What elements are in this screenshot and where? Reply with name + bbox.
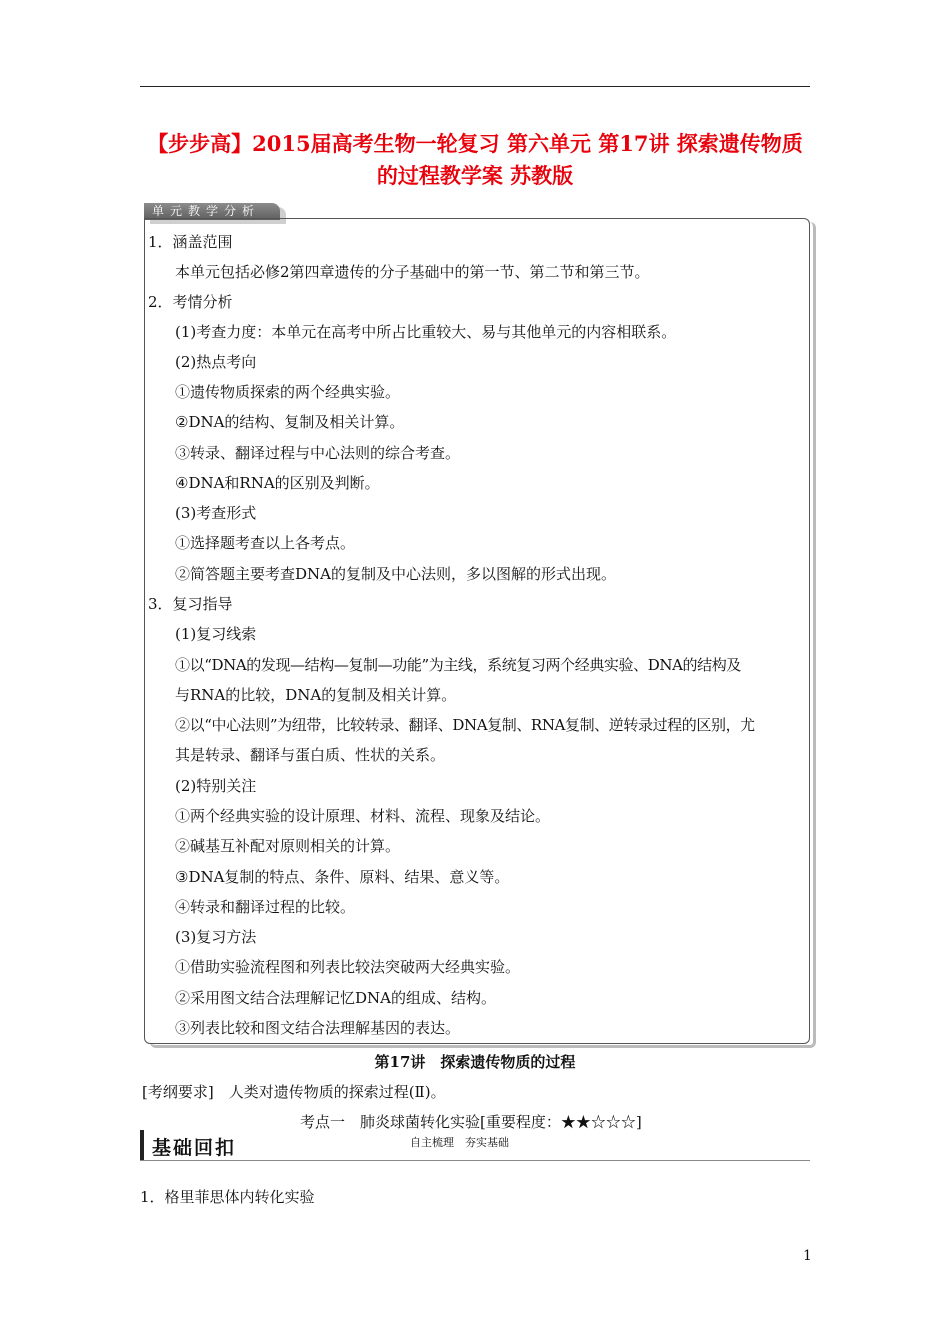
- page-number: 1: [803, 1248, 812, 1264]
- content-line: 其是转录、翻译与蛋白质、性状的关系。: [175, 746, 446, 764]
- section-heading: 2．考情分析: [148, 293, 233, 311]
- content-line: ①选择题考查以上各考点。: [175, 534, 356, 552]
- content-line: ③DNA复制的特点、条件、原料、结果、意义等。: [175, 868, 510, 886]
- content-line: (1)考查力度：本单元在高考中所占比重较大、易与其他单元的内容相联系。: [175, 323, 677, 341]
- content-line: ②以“中心法则”为纽带，比较转录、翻译、DNA复制、RNA复制、逆转录过程的区别，尤: [175, 716, 755, 734]
- content-line: (2)特别关注: [175, 777, 257, 795]
- content-line: ①遗传物质探索的两个经典实验。: [175, 383, 401, 401]
- content-line: ②简答题主要考查DNA的复制及中心法则，多以图解的形式出现。: [175, 565, 616, 583]
- section-heading: 3．复习指导: [148, 595, 233, 613]
- content-line: 与RNA的比较，DNA的复制及相关计算。: [175, 686, 457, 704]
- content-line: (3)复习方法: [175, 928, 257, 946]
- content-line: ④转录和翻译过程的比较。: [175, 898, 356, 916]
- content-line: ③列表比较和图文结合法理解基因的表达。: [175, 1019, 461, 1037]
- content-line: ②碱基互补配对原则相关的计算。: [175, 837, 401, 855]
- header-rule: [140, 86, 810, 87]
- basic-review-subtitle: 自主梳理 夯实基础: [410, 1136, 509, 1149]
- document-title: 【步步高】2015届高考生物一轮复习 第六单元 第17讲 探索遗传物质的过程教学案 苏教版: [147, 131, 803, 188]
- content-line: (2)热点考向: [175, 353, 257, 371]
- lecture-title: 第17讲 探索遗传物质的过程: [374, 1053, 576, 1071]
- content-line: ①两个经典实验的设计原理、材料、流程、现象及结论。: [175, 807, 551, 825]
- section-marker-bar: [140, 1130, 144, 1160]
- basic-review-rule: [140, 1160, 810, 1161]
- content-line: ③转录、翻译过程与中心法则的综合考查。: [175, 444, 461, 462]
- content-line: ①以“DNA的发现—结构—复制—功能”为主线，系统复习两个经典实验、DNA的结构及: [175, 656, 741, 674]
- key-point-heading: 考点一 肺炎球菌转化实验[重要程度：★★☆☆☆]: [300, 1113, 642, 1131]
- content-line: ①借助实验流程图和列表比较法突破两大经典实验。: [175, 958, 521, 976]
- content-line: ④DNA和RNA的区别及判断。: [175, 474, 380, 492]
- content-line: ②DNA的结构、复制及相关计算。: [175, 413, 405, 431]
- section-heading: 1．涵盖范围: [148, 233, 233, 251]
- content-line: (3)考查形式: [175, 504, 257, 522]
- content-line: (1)复习线索: [175, 625, 257, 643]
- unit-analysis-tab: 单元教学分析: [144, 203, 280, 220]
- exam-requirement: [考纲要求] 人类对遗传物质的探索过程(Ⅱ)。: [142, 1083, 446, 1101]
- basic-review-label: 基础回扣: [152, 1137, 237, 1159]
- content-line: ②采用图文结合法理解记忆DNA的组成、结构。: [175, 989, 496, 1007]
- list-item: 1．格里菲思体内转化实验: [140, 1188, 315, 1206]
- content-line: 本单元包括必修2第四章遗传的分子基础中的第一节、第二节和第三节。: [175, 263, 650, 281]
